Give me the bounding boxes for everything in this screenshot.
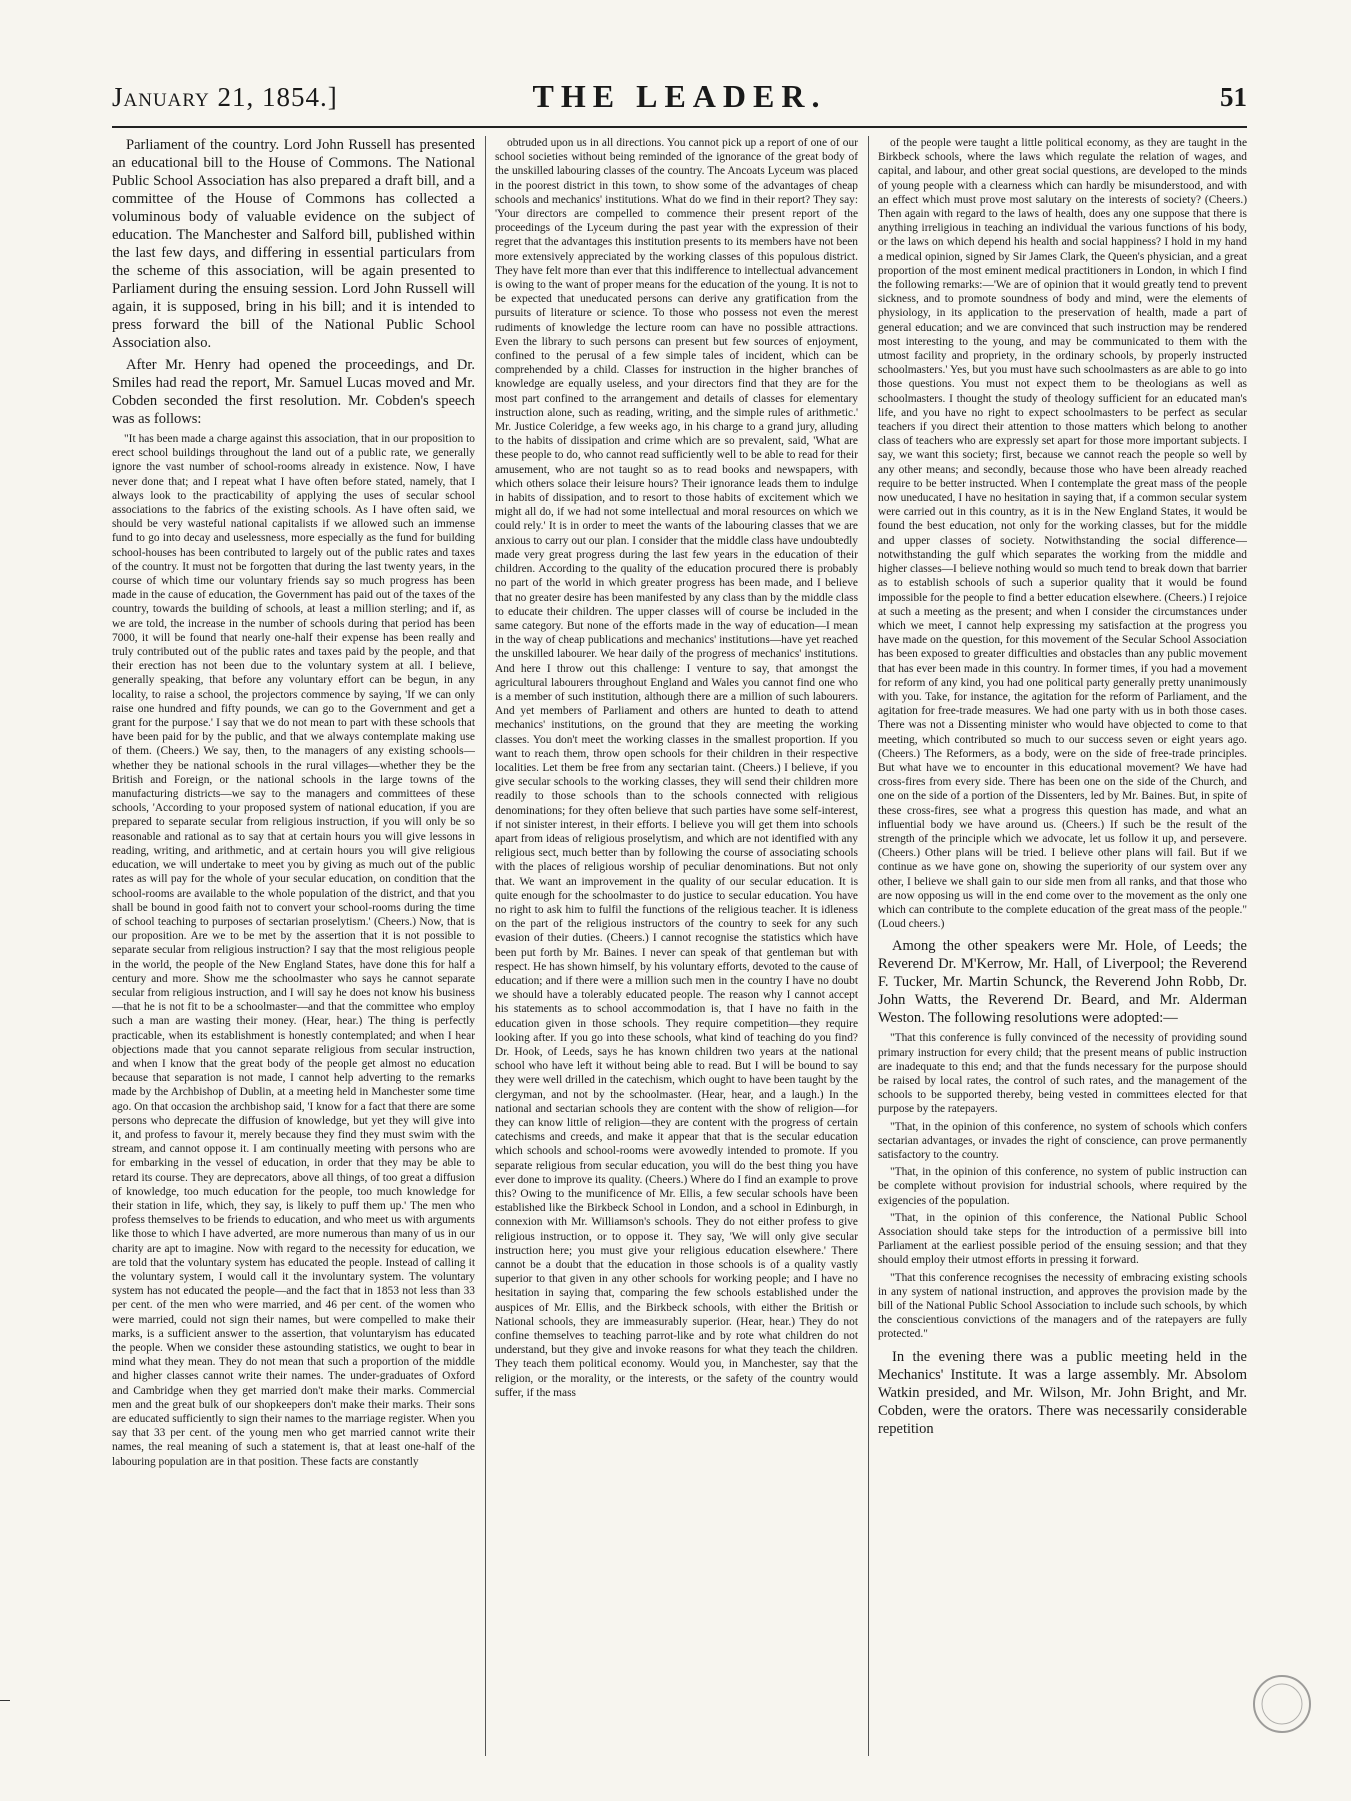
article-paragraph: obtruded upon us in all directions. You cannot pick up a report of one of our school societies without being reminded of the ignorance of the great body of the unskilled labouring classes of the country. The Ancoats Lyceum was placed in the poorest district in this town, to show some of the advantages of cheap schools and mechanics' institutions. What do we find in their report? They say: 'Your directors are compelled to commence their present report of the proceedings of the Lyceum during the past year with the expression of their regret that the advantages this institution presents to its members have not been more extensively appreciated by the working classes of this populous district. They have felt more than ever that this indifference to intellectual advancement is owing to the want of proper means for the education of the young. It is not to be expected that uneducated persons can derive any gratification from the pursuits of literature or science. To those who possess not even the merest rudiments of knowledge the lecture room can have no possible attractions. Even the library to such persons can present but few sources of enjoyment, confined to the perusal of a few simple tales of incident, which can be comprehended by a child. Classes for instruction in the higher branches of knowledge are equally useless, and your directors find that they are for the most part confined to the arrangement and details of classes for elementary instruction alone, such as reading, writing, and the simple rules of arithmetic.' Mr. Justice Coleridge, a few weeks ago, in his charge to a grand jury, alluding to the habits of dissipation and crime which are so prevalent, said, 'What are these people to do, who cannot read sufficiently well to be able to read for their amusement, who are not taught so as to read books and newspapers, with which others solace their leisure hours? Their ignorance leads them to indulge in habits of dissipation, and to resort to those habits of excitement which we might all do, if we had not some intellectual and moral resources on which we could rely.' It is in order to meet the wants of the labouring classes that we are anxious to carry out our plan. I consider that the middle class have undoubtedly made very great progress during the last few years in the education of their children. According to the quality of the education procured there is probably no part of the world in which greater progress has been made, and I believe that no greater desire has been manifested by any class than by the middle class to educate their children. The upper classes will of course be included in the same category. But none of the efforts made in the way of education—I mean in the way of cheap publications and mechanics' institutions—have yet reached the unskilled labourer. We hear daily of the progress of mechanics' institutions. And here I throw out this challenge: I venture to say, that amongst the agricultural labourers throughout England and Wales you cannot find one who is a member of such institution, although there are a million of such labourers. And yet members of Parliament and others are hunted to death to attend mechanics' institutions, on the ground that they are meeting the working classes. You don't meet the working classes in the smallest proportion. If you want to reach them, throw open schools for their children in their respective localities. Let them be free from any sectarian taint. (Cheers.) I believe, if you give secular schools to the working classes, they will send their children more readily to those schools than to the schools connected with religious denominations; for they often believe that such parties have some self-interest, if not sinister interest, in their efforts. I believe you will get them into schools apart from ideas of religious proselytism, and which are not identified with any religious sect, much better than by following the course of associating schools with the places of religious worship of peculiar denominations. But not only that. We want an improvement in the quality of our secular education. It is quite enough for the schoolmaster to do justice to secular education. You have no right to ask him to fulfil the functions of the religious teacher. It is idleness on the part of the religious instructors of the country to seek for any such evasion of their duties. (Cheers.) I cannot recognise the statistics which have been put forth by Mr. Baines. I never can speak of that gentleman but with respect. He has shown himself, by his voluntary efforts, devoted to the cause of education; and if there were a million such men in the country I have no doubt we should have a tolerably educated people. The reason why I cannot accept his statements as to school accommodation is, that I have no faith in the education given in those schools. They require competition—they require looking after. If you go into these schools, what kind of teaching do you find? Dr. Hook, of Leeds, says he has known children two years at the national school who have left it without being able to read. But I will be bound to say they were well drilled in the catechism, which ought to have been taught by the clergyman, and not by the schoolmaster. (Hear, hear, and a laugh.) In the national and sectarian schools they are content with the show of religion—for they can know little of religion—they are content with the progress of certain catechisms and creeds, and make it appear that that is the secular education which schools and school-rooms were avowedly intended to promote. If you separate religious from secular education, you will do the best thing you have ever done to improve its quality. (Cheers.) Where do I find an example to prove this? Owing to the munificence of Mr. Ellis, a few secular schools have been established like the Birkbeck School in London, and a school in Edinburgh, in connexion with Mr. Williamson's schools. They do not either profess to give religious instruction, or to oppose it. They say, 'We will only give secular instruction here; you must give your religious education elsewhere.' There cannot be a doubt that the education in those schools is of a quality vastly superior to that given in any other schools for working people; and I have no hesitation in saying that, comparing the few schools established under the auspices of Mr. Ellis, and the Birkbeck schools, with either the British or National schools, they are immeasurably superior. (Hear, hear.) They do not confine themselves to teaching parrot-like and by rote what children do not understand, but they give and invoke reasons for what they teach the children. They teach them political economy. Would you, in Manchester, say that the religion, or the morality, or the interests, or the safety of the country would suffer, if the mass: [495, 137, 858, 1399]
article-paragraph: After Mr. Henry had opened the proceedings, and Dr. Smiles had read the report, Mr. Samuel Lucas moved and Mr. Cobden seconded the first resolution. Mr. Cobden's speech was as follows:: [112, 357, 475, 427]
article-paragraph: "That this conference recognises the necessity of embracing existing schools in any system of national instruction, and approves the provision made by the bill of the National Public School Association to include such schools, by which the conscientious convictions of the managers and of the ratepayers are fully protected.": [878, 1271, 1247, 1341]
column-2: [495, 136, 858, 1756]
page-number: 51: [1220, 82, 1247, 112]
library-stamp-icon: [1250, 1672, 1314, 1736]
issue-date: January 21, 1854.]: [112, 82, 338, 112]
article-paragraph: "That this conference is fully convinced of the necessity of providing sound primary instruction for every child; that the present means of public instruction are inadequate to this end; and that the funds necessary for the purpose should be raised by local rates, the control of such rates, and the management of the schools to be supported thereby, being vested in committees elected for that purpose by the ratepayers.: [878, 1032, 1247, 1116]
article-paragraph: Among the other speakers were Mr. Hole, of Leeds; the Reverend Dr. M'Kerrow, Mr. Hall, of Liverpool; the Reverend F. Tucker, Mr. Martin Schunck, the Reverend John Robb, Dr. John Watts, the Reverend Dr. Beard, and Mr. Alderman Weston. The following resolutions were adopted:—: [878, 938, 1247, 1027]
masthead: [112, 78, 1247, 118]
article-paragraph: In the evening there was a public meeting held in the Mechanics' Institute. It was a large assembly. Mr. Absolom Watkin presided, and Mr. Wilson, Mr. John Bright, and Mr. Cobden, were the orators. There was necessarily considerable repetition: [878, 1348, 1247, 1437]
article-paragraph: "That, in the opinion of this conference, no system of public instruction can be complete without provision for industrial schools, where required by the exigencies of the population.: [878, 1166, 1247, 1207]
edge-mark: [0, 1700, 10, 1701]
article-paragraph: Parliament of the country. Lord John Russell has presented an educational bill to the House of Commons. The National Public School Association has also prepared a draft bill, and a committee of the House of Commons has collected a voluminous body of valuable evidence on the subject of education. The Manchester and Salford bill, published within the last few days, and differing in essential particulars from the scheme of this association, will be again presented to Parliament during the ensuing session. Lord John Russell will again, it is supposed, bring in his bill; and it is intended to press forward the bill of the National Public School Association also.: [112, 137, 475, 351]
newspaper-title: THE LEADER.: [532, 78, 827, 114]
column-divider: [485, 136, 486, 1756]
article-paragraph: "It has been made a charge against this association, that in our proposition to erect school buildings throughout the land out of a public rate, we generally ignore the vast number of school-rooms already in existence. Now, I have never done that; and I repeat what I have often before stated, namely, that I always look to the practicability of applying the uses of secular school associations to the fabrics of the existing schools. As I have often said, we should be very wasteful national capitalists if we allowed such an immense fund to go into decay and uselessness, more especially as the fund for building school-houses has been contributed to largely out of the public rates and taxes of the country. It must not be forgotten that during the last twenty years, in the course of which time our voluntary friends say so much progress has been made in the cause of education, the Government has paid out of the taxes of the country, towards the building of schools, at least a million sterling; and if, as we are told, the increase in the number of schools during that period has been 7000, it will be found that nearly one-half their expense has been really and truly contributed out of the public rates and taxes paid by the people, and that their erection has not been due to the voluntary system at all. I believe, generally speaking, that before any voluntary effort can be begun, in any locality, to raise a school, the projectors commence by saying, 'If we can only raise one hundred and fifty pounds, we can go to the Government and get a grant for the purpose.' I say that we do not mean to part with these schools that have been paid for by the public, and that we always contemplate making use of them. (Cheers.) We say, then, to the managers of any existing schools—whether they be national schools in the rural villages—whether they be the British and Foreign, or the national schools in the large towns of the manufacturing districts—we say to the managers and committees of these schools, 'According to your proposed system of national education, if you are prepared to separate secular from religious instruction, if you will only be so reasonable and rational as to say that at certain hours you will give lessons in reading, writing, and arithmetic, and at certain hours you will give religious education, we will undertake to meet you by giving as much out of the public rates as will pay for the whole of your secular education, on condition that the school-rooms are available to the whole population of the district, and that you shall be bound in good faith not to convert your school-rooms during the time of school teaching to purposes of sectarian proselytism.' (Cheers.) Now, that is our proposition. Are we to be met by the assertion that it is not possible to separate secular from religious instruction? I say that the most religious people in the world, the people of the New England States, have done this for half a century and more. Show me the schoolmaster who says he cannot separate secular from religious instruction, and I will say he does not know his business—that he is not fit to be a schoolmaster—and that the committee who employ such a man are wasting their money. (Hear, hear.) The thing is perfectly practicable, when its establishment is honestly contemplated; and when I hear objections made that you cannot separate religious from secular instruction, and when I know that the great body of the people get almost no education because that separation is not made, I cannot help adverting to the remarks made by the Archbishop of Dublin, at a meeting held in Manchester some time ago. On that occasion the archbishop said, 'I know for a fact that there are some persons who deprecate the diffusion of knowledge, but yet they will give into it, and profess to favour it, merely because they find they must swim with the stream, and cannot oppose it. I am continually meeting with persons who are for embarking in the vessel of education, in order that they may be able to retard its course. They are deprecators, above all things, of too great a diffusion of knowledge, too much education for the people, too much knowledge for their station in life, which, they say, is likely to puff them up.' The men who profess themselves to be friends to education, and who meet us with arguments like those to which I have adverted, are more numerous than many of us in our charity are apt to imagine. Now with regard to the necessity for education, we are told that the voluntary system has educated the people. Instead of calling it the voluntary system, I would call it the involuntary system. The voluntary system has not educated the people—and the fact that in 1853 not less than 33 per cent. of the men who were married, and 46 per cent. of the women who were married, could not sign their names, but were compelled to make their marks, is a sufficient answer to the assertion, that voluntaryism has educated the people. When we consider these astounding statistics, we ought to bear in mind what they mean. They do not mean that such a proportion of the middle and higher classes cannot write their names. The under-graduates of Oxford and Cambridge when they get married don't make their marks. Commercial men and the great bulk of our shopkeepers don't make their marks. Their sons are educated sufficiently to sign their names to the marriage register. When you say that 33 per cent. of the young men who get married cannot write their names, the real meaning of such a statement is, that at least one-half of the labouring population are in that position. These facts are constantly: [112, 433, 475, 1468]
column-divider: [868, 136, 869, 1756]
column-1: [112, 136, 475, 1756]
header-rule: [112, 126, 1247, 128]
article-paragraph: "That, in the opinion of this conference, no system of schools which confers sectarian advantages, or invades the right of conscience, can prove permanently satisfactory to the country.: [878, 1120, 1247, 1161]
article-paragraph: "That, in the opinion of this conference, the National Public School Association should take steps for the introduction of a permissive bill into Parliament at the earliest possible period of the ensuing session; and that they should employ their utmost efforts in pressing it forward.: [878, 1211, 1247, 1267]
column-3: [878, 136, 1247, 1756]
article-paragraph: of the people were taught a little political economy, as they are taught in the Birkbeck schools, where the laws which regulate the relation of wages, and capital, and labour, and other great social questions, are developed to the minds of young people with a clearness which can hardly be misunderstood, and with an effect which must prove most salutary on the interests of society? (Cheers.) Then again with regard to the laws of health, does any one suppose that there is anything irreligious in teaching an individual the various functions of his body, or the laws on which depend his health and social happiness? I hold in my hand a medical opinion, signed by Sir James Clark, the Queen's physician, and a great proportion of the most eminent medical practitioners in London, in which I find the following remarks:—'We are of opinion that it would greatly tend to prevent sickness, and to promote soundness of body and mind, were the elements of physiology, in its application to the preservation of health, made a part of general education; and we are convinced that such instruction may be rendered most interesting to the young, and may be communicated to them with the utmost facility and propriety, in the ordinary schools, by properly instructed schoolmasters.' Yes, but you must have such schoolmasters as are able to go into those questions. You must not expect them to be theologians as well as schoolmasters. I thought the study of theology sufficient for an educated man's life, and you have no right to expect schoolmasters to be perfect as secular teachers if you direct their attention to those matters which belong to another class of teachers who are expressly set apart for those more important subjects. I say, we want this society; first, because we cannot reach the people so well by any other means; and secondly, because those who have been already reached require to be better instructed. When I contemplate the great mass of the people now uneducated, I have no hesitation in saying that, if a common secular system were carried out in this country, as it is in the New England States, it would be found the best education, not only for the working classes, but for the middle and upper classes of society. Notwithstanding the social difference—notwithstanding the gulf which separates the working from the middle and higher classes—I believe nothing would so much tend to break down that barrier as to establish schools of such a superior quality that it would be found impossible for the people to find a better education elsewhere. (Cheers.) I rejoice at such a meeting as the present; and when I consider the circumstances under which we meet, I cannot help expressing my satisfaction at the progress you have made on the question, for this movement of the Secular School Association has been exposed to greater difficulties and obstacles than any public movement that has ever been made in this country. In former times, if you had a movement for reform of any kind, you had one political party generally pretty unanimously with you. Take, for instance, the agitation for the reform of Parliament, and the agitation for free-trade measures. We had one party with us in both those cases. There was not a Dissenting minister who would have objected to come to that meeting, which contributed so much to our success seven or eight years ago. (Cheers.) The Reformers, as a body, were on the side of free-trade principles. But what have we to encounter in this educational movement? We have had cross-fires from every side. There has been one on the side of the Church, and one on the side of a portion of the Dissenters, led by Mr. Baines. But, in spite of these cross-fires, see what a progress this question has made, and what an influential body we have around us. (Cheers.) If such be the result of the strength of the principle which we advocate, let us follow it up, and persevere. (Cheers.) Other plans will be tried. I believe other plans will fail. But if we continue as we have gone on, showing the superiority of our system over any other, I believe we shall gain to our side men from all ranks, and that those who are now opposing us will in the end come over to the movement as the only one which can contribute to the complete education of the great mass of the people." (Loud cheers.): [878, 137, 1247, 931]
